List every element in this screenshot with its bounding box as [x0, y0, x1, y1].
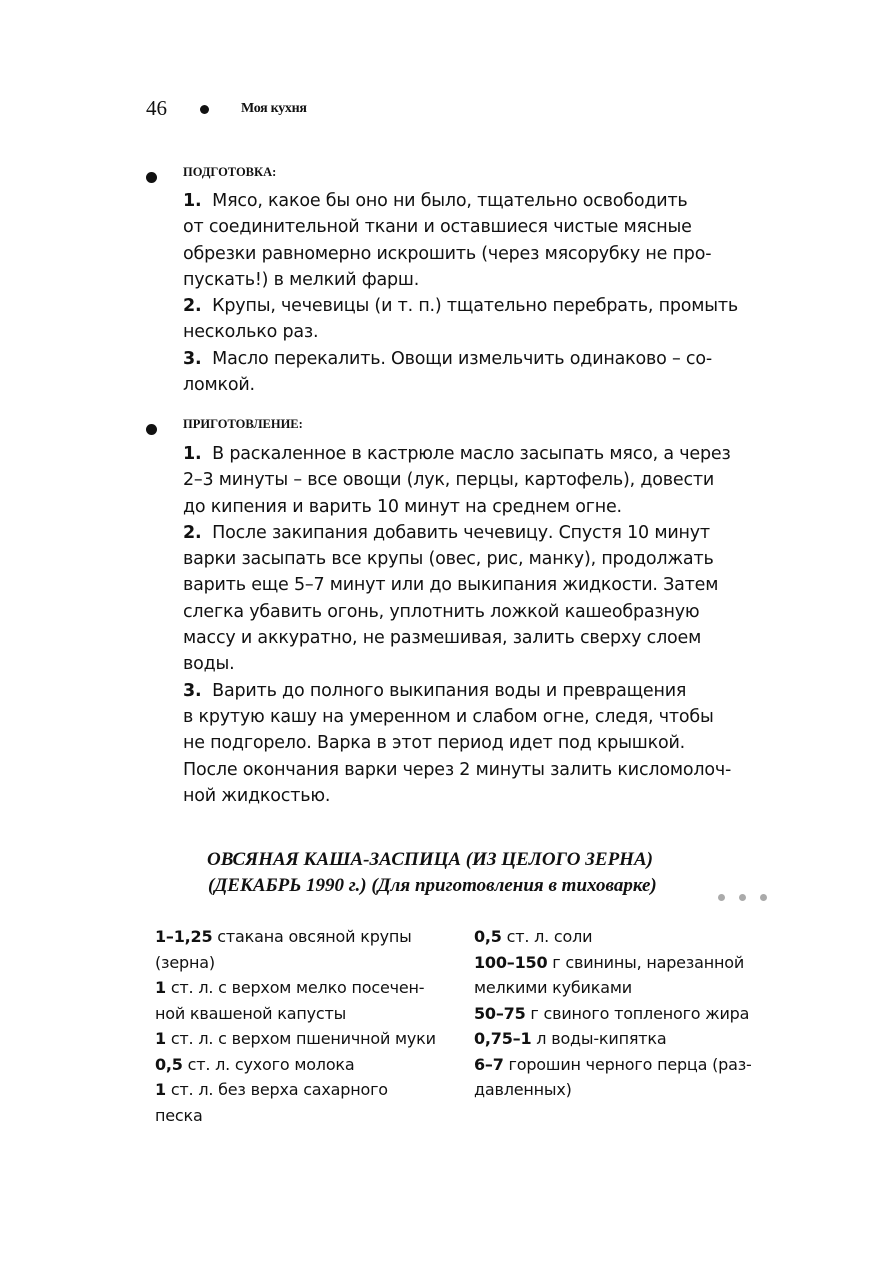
ingredient-line	[155, 1026, 436, 1052]
step-number: 1.	[183, 191, 202, 211]
ingredient-text: ст. л. сухого молока	[182, 1054, 355, 1074]
step-line	[183, 494, 731, 520]
running-title: Моя кухня	[241, 101, 307, 116]
ingredients-left-column	[155, 924, 436, 1128]
page-number: 46	[146, 96, 167, 120]
step-line	[183, 214, 738, 240]
ingredient-line	[155, 1077, 436, 1103]
section-label: ПОДГОТОВКА:	[183, 165, 277, 179]
step-line	[183, 730, 731, 756]
ingredient-line	[474, 1001, 752, 1027]
ingredient-quantity: 100–150	[474, 952, 548, 972]
recipe-title-line-2: (ДЕКАБРЬ 1990 г.) (Для приготовления в тиховарке)	[208, 875, 657, 896]
ingredient-line	[155, 950, 436, 976]
step-text: варить еще 5–7 минут или до выкипания жидкости. Затем	[183, 575, 719, 596]
section-label: ПРИГОТОВЛЕНИЕ:	[183, 417, 303, 431]
ingredient-text: мелкими кубиками	[474, 978, 632, 997]
ingredient-text: ной квашеной капусты	[155, 1003, 347, 1023]
step-line	[183, 520, 731, 546]
step-text: 2–3 минуты – все овощи (лук, перцы, картофель), довести	[183, 470, 715, 491]
ingredient-text: г свинины, нарезанной	[547, 952, 745, 972]
step-line	[183, 267, 738, 293]
ingredient-line	[474, 924, 752, 950]
step-text: в крутую кашу на умеренном и слабом огне, следя, чтобы	[183, 706, 714, 727]
step-text: Варить до полного выкипания воды и превращения	[212, 680, 687, 701]
ingredient-quantity: 6–7	[474, 1054, 504, 1074]
ingredient-quantity: 0,5	[155, 1054, 183, 1074]
step-line	[183, 546, 731, 572]
ingredient-line	[474, 1026, 752, 1052]
step-text: ной жидкостью.	[183, 785, 331, 806]
step-number: 1.	[183, 444, 202, 464]
step-line	[183, 572, 731, 598]
ingredient-text: (зерна)	[155, 952, 215, 972]
ingredient-text: стакана овсяной крупы	[212, 927, 412, 946]
step-line	[183, 757, 731, 783]
step-number: 3.	[183, 348, 202, 369]
step-text: не подгорело. Варка в этот период идет под крышкой.	[183, 733, 686, 754]
ingredient-quantity: 1–1,25	[155, 927, 213, 946]
step-number: 2.	[183, 296, 202, 317]
ingredient-text: ст. л. без верха сахарного	[165, 1080, 388, 1099]
ingredient-text: ст. л. с верхом пшеничной муки	[165, 1029, 436, 1048]
step-text: После закипания добавить чечевицу. Спустя 10 минут	[212, 522, 710, 543]
step-line	[183, 599, 731, 625]
step-line	[183, 441, 731, 467]
ingredient-text: песка	[155, 1105, 203, 1125]
ingredient-line	[155, 975, 436, 1001]
step-line	[183, 467, 731, 493]
ingredient-line	[155, 1052, 436, 1078]
step-line	[183, 372, 738, 398]
step-line	[183, 293, 738, 319]
ingredient-line	[155, 1001, 436, 1027]
step-text: обрезки равномерно искрошить (через мясорубку не про-	[183, 243, 712, 264]
ingredient-text: л воды-кипятка	[531, 1029, 667, 1048]
ingredient-line	[474, 975, 752, 1001]
ingredients-right-column	[474, 924, 752, 1103]
ingredient-quantity: 1	[155, 1029, 166, 1048]
step-text: пускать!) в мелкий фарш.	[183, 269, 420, 290]
ingredient-quantity: 1	[155, 978, 166, 997]
step-number: 2.	[183, 522, 202, 543]
step-text: до кипения и варить 10 минут на среднем огне.	[183, 496, 622, 517]
preparation-steps	[183, 188, 738, 398]
step-text: несколько раз.	[183, 322, 319, 343]
step-text: ломкой.	[183, 375, 255, 396]
ingredient-text: г свиного топленого жира	[525, 1003, 750, 1023]
step-line	[183, 241, 738, 267]
ingredient-line	[155, 924, 436, 950]
bullet-icon	[146, 172, 157, 183]
step-line	[183, 188, 738, 214]
header-bullet-icon	[200, 105, 209, 114]
ingredient-text: ст. л. с верхом мелко посечен-	[165, 978, 425, 997]
step-text: Мясо, какое бы оно ни было, тщательно освободить	[212, 191, 688, 211]
step-text: В раскаленное в кастрюле масло засыпать мясо, а через	[212, 444, 731, 464]
step-text: Масло перекалить. Овощи измельчить одинаково – со-	[212, 348, 712, 369]
step-text: Крупы, чечевицы (и т. п.) тщательно перебрать, промыть	[212, 296, 739, 317]
ingredient-line	[155, 1103, 436, 1129]
ingredient-quantity: 1	[155, 1080, 166, 1099]
step-line	[183, 319, 738, 345]
ornament-dots-icon	[718, 883, 781, 909]
step-text: массу и аккуратно, не размешивая, залить сверху слоем	[183, 628, 702, 649]
ingredient-text: ст. л. соли	[501, 927, 593, 946]
step-line	[183, 678, 731, 704]
ingredient-line	[474, 1077, 752, 1103]
step-line	[183, 704, 731, 730]
step-text: варки засыпать все крупы (овес, рис, манку), продолжать	[183, 549, 714, 570]
bullet-icon	[146, 424, 157, 435]
ingredient-quantity: 0,75–1	[474, 1029, 532, 1048]
step-line	[183, 783, 731, 809]
step-line	[183, 346, 738, 372]
step-number: 3.	[183, 680, 202, 701]
step-line	[183, 625, 731, 651]
ingredient-quantity: 0,5	[474, 927, 502, 946]
ingredient-quantity: 50–75	[474, 1003, 526, 1023]
ingredient-line	[474, 1052, 752, 1078]
ingredient-text: давленных)	[474, 1080, 572, 1099]
recipe-title-line-1: ОВСЯНАЯ КАША-ЗАСПИЦА (ИЗ ЦЕЛОГО ЗЕРНА)	[207, 849, 653, 870]
step-text: воды.	[183, 654, 235, 675]
cooking-steps	[183, 441, 731, 809]
step-text: от соединительной ткани и оставшиеся чистые мясные	[183, 217, 692, 238]
step-text: слегка убавить огонь, уплотнить ложкой кашеобразную	[183, 601, 700, 622]
step-text: После окончания варки через 2 минуты залить кисломолоч-	[183, 759, 732, 780]
step-line	[183, 651, 731, 677]
ingredient-line	[474, 950, 752, 976]
ingredient-text: горошин черного перца (раз-	[503, 1054, 752, 1074]
